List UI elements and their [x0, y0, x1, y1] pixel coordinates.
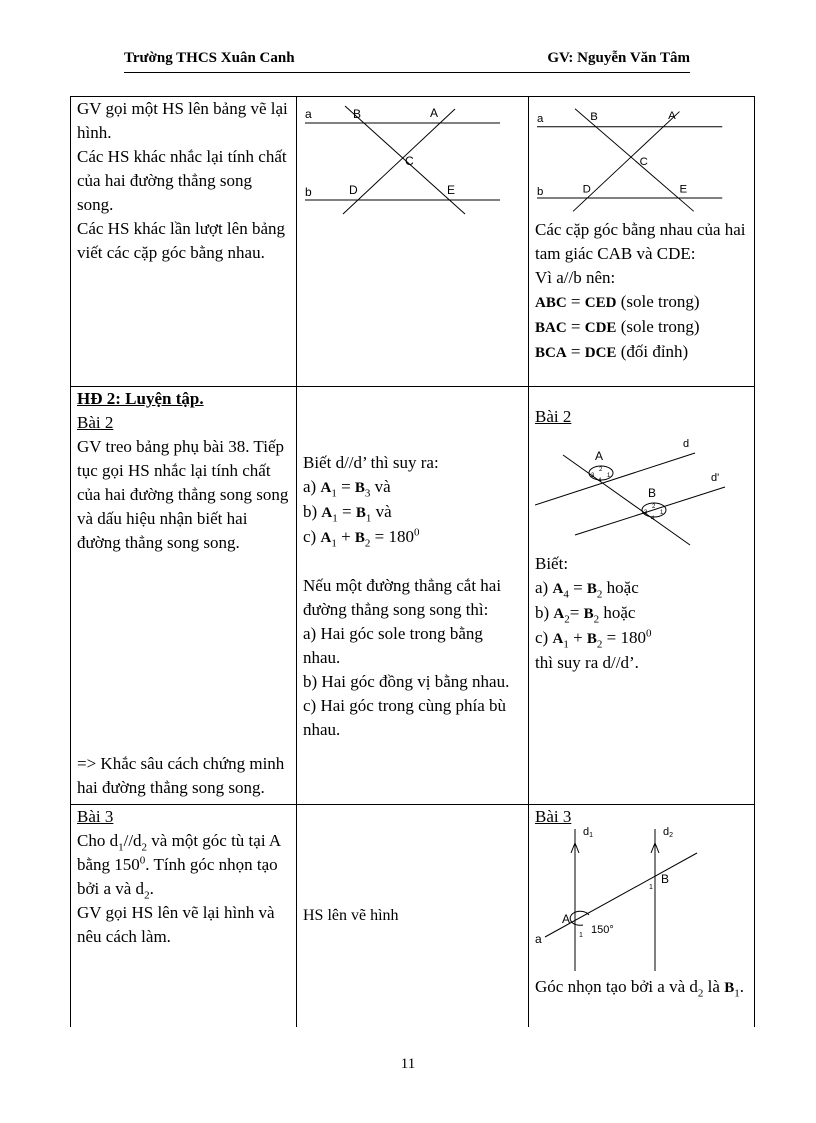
label-B: B: [661, 872, 670, 886]
page-number: 11: [400, 1056, 416, 1072]
label-a: a: [537, 113, 544, 126]
page-header: [124, 50, 690, 72]
know-item-b: b) $A_2= B_2$ hoặc: [535, 603, 636, 626]
label-d2: d2: [663, 826, 674, 839]
label-A: A: [668, 110, 676, 123]
student-text: HS lên vẽ hình: [303, 906, 399, 924]
student-item-a: a) $A_1 = B_3$ và: [303, 477, 391, 500]
school-name: Trường THCS Xuân Canh: [124, 50, 295, 66]
student-item-b: b) $A_1 = B_1$ và: [303, 502, 392, 525]
teacher-note: => Khắc sâu cách chứng minh hai đường thẳng song song.: [77, 754, 285, 797]
lesson-table: [70, 96, 755, 1027]
label-d: d: [683, 438, 690, 450]
student-rule-b: b) Hai góc đồng vị bằng nhau.: [303, 672, 510, 691]
line-d: [535, 453, 695, 505]
know-item-c: c) $A_1 + B_2 = 180^0$: [535, 627, 652, 651]
pairs-intro: Các cặp góc bằng nhau của hai tam giác CAB và CDE:: [535, 220, 746, 263]
line-be: [575, 109, 694, 212]
answer-cell: [529, 387, 755, 805]
student-cell: [297, 387, 529, 805]
since-line: Vì a//b nên:: [535, 268, 616, 287]
exercise-title: Bài 3: [535, 807, 572, 826]
exercise-title: Bài 3: [77, 807, 114, 826]
label-d-prime: d': [711, 472, 720, 484]
angle-label: 150°: [591, 924, 614, 936]
exercise-title: Bài 2: [77, 413, 114, 432]
student-cell: [297, 805, 529, 1027]
transversal: [563, 455, 690, 545]
teacher-line: Các HS khác nhắc lại tính chất của hai đường thẳng song song.: [77, 147, 287, 214]
student-rule-a: a) Hai góc sole trong bằng nhau.: [303, 624, 483, 667]
table-row: [71, 387, 755, 805]
know-item-a: a) $A_4 = B_2$ hoặc: [535, 578, 639, 601]
table-row: [71, 97, 755, 387]
label-B: B: [353, 107, 362, 121]
angle-num: 4: [651, 516, 655, 522]
angle-num: 2: [599, 467, 603, 473]
angle-num: 3: [644, 510, 648, 516]
angle-pair: BCA = DCE (đối đỉnh): [535, 342, 689, 361]
label-C: C: [639, 155, 648, 168]
label-B: B: [648, 486, 657, 500]
problem-statement: Cho $d_1//d_2$ và một góc tù tại A bằng $150^0$. Tính góc nhọn tạo bởi a và $d_2$.: [77, 831, 281, 902]
angle-num: 1: [660, 510, 664, 516]
two-lines-figure: [535, 823, 735, 973]
angle-num: 1: [607, 473, 611, 479]
transversal-figure: [535, 433, 735, 548]
section-title: HĐ 2: Luyện tập.: [77, 389, 204, 408]
header-rule: [124, 72, 690, 73]
angle-num: 3: [591, 473, 595, 479]
student-rule: Nếu một đường thẳng cắt hai đường thẳng song song thì:: [303, 576, 502, 619]
parallel-lines-figure: [305, 103, 505, 218]
angle-pair: ABC = CED (sole trong): [535, 292, 700, 311]
angle-num: 4: [598, 478, 602, 484]
teacher-name: GV: Nguyễn Văn Tâm: [547, 50, 690, 66]
table-row: [71, 805, 755, 1027]
label-A: A: [430, 106, 439, 120]
exercise-title: Bài 2: [535, 407, 572, 426]
student-item-c: c) $A_1 + B_2 = 180^0$: [303, 526, 420, 550]
label-d1: d1: [583, 826, 594, 839]
student-rule-c: c) Hai góc trong cùng phía bù nhau.: [303, 696, 506, 739]
label-E: E: [679, 183, 688, 196]
angle-pair: BAC = CDE (sole trong): [535, 317, 700, 336]
line-ad: [343, 109, 455, 214]
label-B: B: [590, 111, 598, 124]
label-E: E: [447, 183, 456, 197]
label-b: b: [305, 185, 312, 199]
angle-num: 2: [652, 504, 656, 510]
student-intro: Biết d//d’ thì suy ra:: [303, 453, 439, 472]
answer-cell: [529, 805, 755, 1027]
teacher-text: GV treo bảng phụ bài 38. Tiếp tục gọi HS nhắc lại tính chất của hai đường thẳng song song và dấu hiệu nhận biết hai đường thẳng song song.: [77, 437, 289, 552]
know-label: Biết:: [535, 554, 569, 573]
parallel-lines-figure-copy: [537, 103, 727, 218]
teacher-line: Các HS khác lần lượt lên bảng viết các cặp góc bằng nhau.: [77, 219, 285, 262]
label-D: D: [582, 183, 591, 196]
teacher-cell: [71, 387, 297, 805]
conclusion: thì suy ra d//d’.: [535, 653, 639, 672]
teacher-text: GV gọi HS lên vẽ lại hình và nêu cách làm.: [77, 903, 275, 946]
label-b: b: [537, 186, 544, 199]
label-A: A: [595, 449, 604, 463]
label-A: A: [562, 912, 571, 926]
answer-text: Góc nhọn tạo bởi a và $d_2$ là $B_1$.: [535, 977, 744, 1000]
teacher-cell: [71, 97, 297, 387]
label-a: a: [535, 932, 542, 946]
teacher-cell: [71, 805, 297, 1027]
figure-cell: [297, 97, 529, 387]
angle-num: 1: [649, 884, 653, 891]
label-a: a: [305, 107, 312, 121]
angle-num: 1: [579, 932, 583, 939]
label-D: D: [349, 183, 358, 197]
label-C: C: [405, 154, 414, 168]
student-cell: [529, 97, 755, 387]
teacher-line: GV gọi một HS lên bảng vẽ lại hình.: [77, 99, 288, 142]
